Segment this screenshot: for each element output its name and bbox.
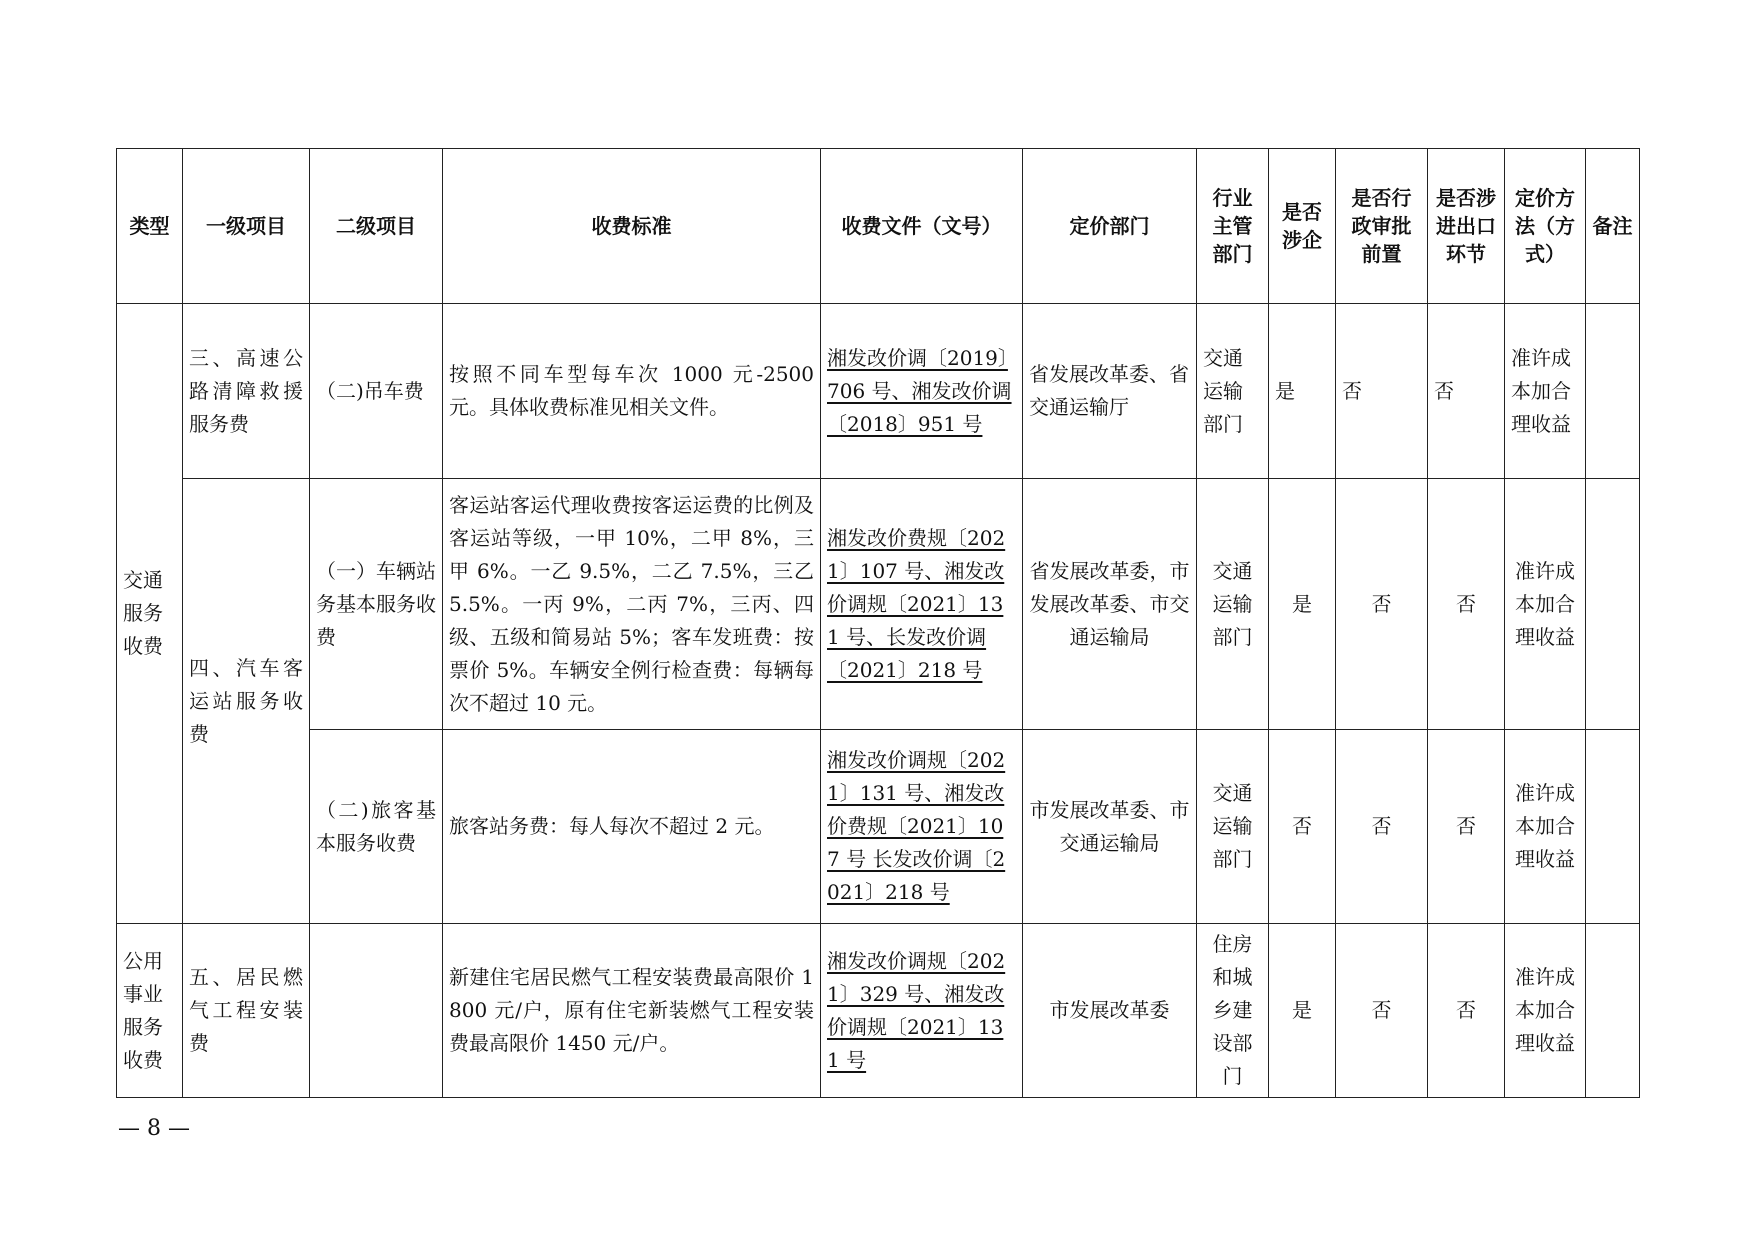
pricing-dept-cell: 市发展改革委 [1023,924,1197,1098]
standard-cell: 客运站客运代理收费按客运运费的比例及客运站等级，一甲 10%，二甲 8%，三甲 6%。一乙 9.5%，二乙 7.5%，三乙 5.5%。一丙 9%，二丙 7%，三丙、四级、五级和简易站 5%；客车发班费：按票价 5%。车辆安全例行检查费：每辆每次不超过 10 元。 [443,479,821,730]
pricing-dept-cell: 省发展改革委、省交通运输厅 [1023,304,1197,479]
import-export-cell: 否 [1428,479,1505,730]
document-cell [821,924,1023,1098]
page-number: — 8 — [118,1116,190,1141]
level1-cell: 五、居民燃气工程安装费 [183,924,310,1098]
approval-cell: 否 [1336,304,1428,479]
pricing-dept-cell: 市发展改革委、市交通运输局 [1023,730,1197,924]
industry-dept-cell: 交通运输部门 [1197,730,1269,924]
document-cell [821,479,1023,730]
header-industry-dept: 行业主管部门 [1197,149,1269,304]
header-import-export: 是否涉进出口环节 [1428,149,1505,304]
level2-cell: （一）车辆站务基本服务收费 [310,479,443,730]
header-enterprise: 是否涉企 [1269,149,1336,304]
standard-cell: 新建住宅居民燃气工程安装费最高限价 1800 元/户，原有住宅新装燃气工程安装费最高限价 1450 元/户。 [443,924,821,1098]
table-row [117,924,1640,1098]
group-cell-utility: 公用事业服务收费 [117,924,183,1098]
pricing-dept-cell: 省发展改革委，市发展改革委、市交通运输局 [1023,479,1197,730]
industry-dept-cell: 交通运输部门 [1197,304,1269,479]
remarks-cell [1586,924,1640,1098]
enterprise-cell: 是 [1269,924,1336,1098]
header-method: 定价方法（方式） [1505,149,1586,304]
header-approval: 是否行政审批前置 [1336,149,1428,304]
header-standard: 收费标准 [443,149,821,304]
level2-cell: （二)旅客基本服务收费 [310,730,443,924]
import-export-cell: 否 [1428,924,1505,1098]
method-cell: 准许成本加合理收益 [1505,479,1586,730]
enterprise-cell: 否 [1269,730,1336,924]
group-cell-traffic: 交通服务收费 [117,304,183,924]
method-cell: 准许成本加合理收益 [1505,730,1586,924]
approval-cell: 否 [1336,924,1428,1098]
document-link[interactable]: 湘发改价调规〔2021〕131 号、湘发改价费规〔2021〕107 号 长发改价调〔2021〕218 号 [827,748,1006,904]
header-pricing-dept: 定价部门 [1023,149,1197,304]
remarks-cell [1586,304,1640,479]
table-row [117,730,1640,924]
enterprise-cell: 是 [1269,304,1336,479]
remarks-cell [1586,730,1640,924]
standard-cell: 旅客站务费：每人每次不超过 2 元。 [443,730,821,924]
header-type: 类型 [117,149,183,304]
approval-cell: 否 [1336,730,1428,924]
method-cell: 准许成本加合理收益 [1505,924,1586,1098]
import-export-cell: 否 [1428,304,1505,479]
header-row [117,149,1640,304]
document-cell [821,730,1023,924]
document-cell [821,304,1023,479]
header-document: 收费文件（文号） [821,149,1023,304]
header-level2: 二级项目 [310,149,443,304]
enterprise-cell: 是 [1269,479,1336,730]
remarks-cell [1586,479,1640,730]
document-link[interactable]: 湘发改价调〔2019〕706 号、湘发改价调〔2018〕951 号 [827,345,1012,436]
standard-cell: 按照不同车型每车次 1000 元-2500 元。具体收费标准见相关文件。 [443,304,821,479]
header-level1: 一级项目 [183,149,310,304]
document-link[interactable]: 湘发改价调规〔2021〕329 号、湘发改价调规〔2021〕131 号 [827,948,1006,1072]
industry-dept-cell: 交通运输部门 [1197,479,1269,730]
header-remarks: 备注 [1586,149,1640,304]
level2-cell: （二)吊车费 [310,304,443,479]
level1-cell: 四、汽车客运站服务收费 [183,479,310,924]
table-row [117,479,1640,730]
method-cell: 准许成本加合理收益 [1505,304,1586,479]
fee-table [116,148,1640,1098]
industry-dept-cell: 住房和城乡建设部门 [1197,924,1269,1098]
level2-cell [310,924,443,1098]
level1-cell: 三、高速公路清障救援服务费 [183,304,310,479]
import-export-cell: 否 [1428,730,1505,924]
approval-cell: 否 [1336,479,1428,730]
document-link[interactable]: 湘发改价费规〔2021〕107 号、湘发改价调规〔2021〕131 号、长发改价调〔2021〕218 号 [827,525,1006,682]
table-row [117,304,1640,479]
